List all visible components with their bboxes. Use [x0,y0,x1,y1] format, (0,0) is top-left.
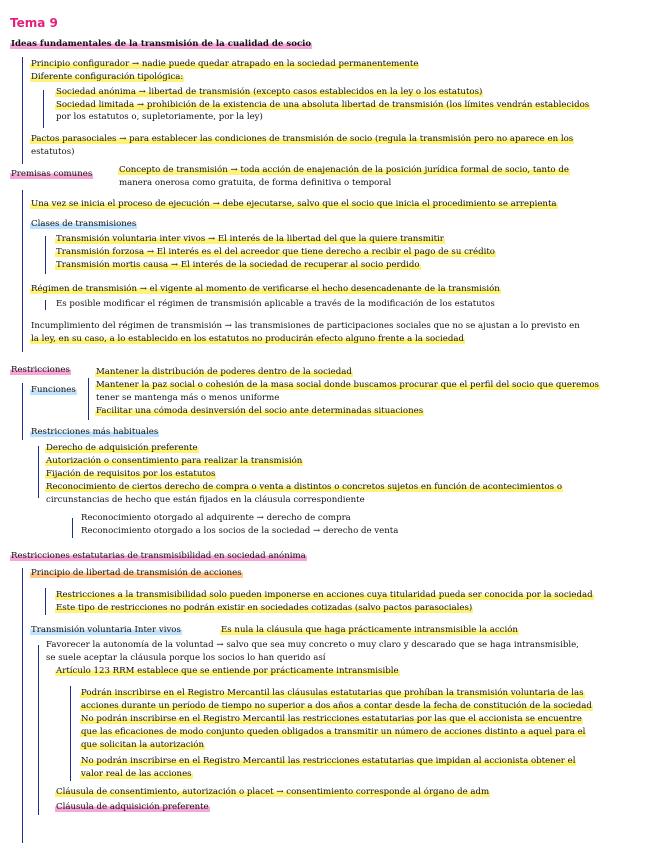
tree-line [45,300,46,310]
outline-text: Transmisión voluntaria Inter vivos [31,625,181,635]
outline-text: Restricciones más habituales [31,427,159,437]
outline-text: Premisas comunes [11,169,93,179]
outline-line [95,393,280,404]
outline-text: Mantener la distribución de poderes dentro de la sociedad [96,367,352,377]
outline-line [30,147,75,158]
outline-line [80,688,585,699]
outline-text: Clases de transmisiones [31,219,137,229]
outline-text: manera onerosa como gratuita, de forma definitiva o temporal [119,178,392,188]
outline-line [45,482,563,493]
outline-text: No podrán inscribirse en el Registro Mercantil las restricciones estatutarias por las que el accionista se encuentre [81,714,582,724]
outline-text: Diferente configuración tipológica: [31,72,184,82]
outline-line [55,234,445,245]
outline-line [95,380,600,391]
outline-text: Restricciones estatutarias de transmisibilidad en sociedad anónima [11,551,306,561]
outline-text: Sociedad limitada → prohibición de la existencia de una absoluta libertad de transmisión (los límites vendrán establecidos [56,100,590,110]
outline-line [30,385,77,396]
outline-line [55,603,473,614]
outline-line [30,625,182,636]
outline-line [55,260,421,271]
outline-line [10,169,93,180]
outline-line [55,299,496,310]
outline-text: Concepto de transmisión → toda acción de enajenación de la posición jurídica formal de socio, tanto de [119,165,569,175]
outline-text: Cláusula de consentimiento, autorización o placet → consentimiento corresponde al órgano de adm [56,787,490,797]
outline-text: Mantener la paz social o cohesión de la masa social donde buscamos procurar que el perfil del socio que queremos [96,380,599,390]
outline-line [30,219,137,230]
outline-text: No podrán inscribirse en el Registro Mercantil las restricciones estatutarias que impidan al accionista obtener el [81,756,576,766]
outline-line [45,443,199,454]
outline-text: Es posible modificar el régimen de transmisión aplicable a través de la modificación de los estatutos [56,299,495,309]
outline-line [80,714,583,725]
outline-text: tener se mantenga más o menos uniforme [96,393,280,403]
tree-line [22,568,23,843]
outline-text: Transmisión voluntaria inter vivos → El interés de la libertad del que la quiere transmitir [56,234,444,244]
tree-line [70,686,71,781]
tree-line [72,518,73,538]
outline-line [10,365,71,376]
outline-line [80,740,205,751]
outline-text: Es nula la cláusula que haga prácticamente intransmisible la acción [221,625,518,635]
tree-line [22,57,23,164]
outline-text: acciones durante un período de tiempo no superior a dos años a contar desde la fecha de constitución de la sociedad [81,701,592,711]
outline-text: Principio configurador → nadie puede quedar atrapado en la sociedad permanentemente [31,59,419,69]
outline-line [10,551,307,562]
tree-line [22,190,23,352]
outline-line [80,769,193,780]
outline-text: Derecho de adquisición preferente [46,443,198,453]
outline-text: por los estatutos o, supletoriamente, por la ley) [56,112,263,122]
tree-line [45,236,46,274]
outline-text: Reconocimiento de ciertos derecho de compra o venta a distintos o concretos sujetos en función de acontecimientos o [46,482,562,492]
outline-text: Incumplimiento del régimen de transmisión → las transmisiones de participaciones sociales que no se ajustan a lo previsto en [31,321,580,331]
outline-line [10,39,312,50]
outline-line [30,321,581,332]
outline-line [220,625,519,636]
outline-line [55,787,490,798]
tree-line [88,378,89,420]
outline-line [45,469,216,480]
outline-text: Restricciones [11,365,70,375]
outline-text: Principio de libertad de transmisión de acciones [31,568,242,578]
outline-text: Sociedad anónima → libertad de transmisión (excepto casos establecidos en la ley o los estatutos) [56,87,483,97]
outline-text: Artículo 123 RRM establece que se entiende por prácticamente intransmisible [56,666,399,676]
outline-line [118,178,392,189]
outline-text: Este tipo de restricciones no podrán existir en sociedades cotizadas (salvo pactos parasociales) [56,603,473,613]
outline-line [80,701,593,712]
outline-line [118,165,570,176]
tree-line [38,446,39,498]
outline-text: circunstancias de hecho que están fijados en la cláusula correspondiente [46,495,365,505]
outline-text: Favorecer la autonomía de la voluntad → salvo que sea muy concreto o muy claro y descarado que se haga intransmisible, [46,640,579,650]
outline-text: Transmisión forzosa → El interés es el del acreedor que tiene derecho a recibir el pago de su crédito [56,247,495,257]
outline-line [80,526,399,537]
outline-line [30,427,159,438]
outline-line [55,100,590,111]
outline-text: que las eficaciones de modo conjunto queden obligados a transmitir un número de acciones distinto a aquel para el [81,727,586,737]
tree-line [43,90,44,128]
outline-text: que solicitan la autorización [81,740,205,750]
outline-line [30,334,465,345]
page-title: Tema 9 [10,16,58,30]
outline-line [80,756,576,767]
outline-line [80,513,352,524]
outline-text: valor real de las acciones [81,769,192,779]
outline-line [30,284,501,295]
outline-text: Transmisión mortis causa → El interés de la sociedad de recuperar al socio perdido [56,260,420,270]
outline-line [55,247,496,258]
outline-line [30,59,419,70]
outline-line [55,590,594,601]
outline-text: Autorización o consentimiento para realizar la transmisión [46,456,303,466]
outline-text: Restricciones a la transmisibilidad solo pueden imponerse en acciones cuya titularidad pueda ser conocida por la sociedad [56,590,593,600]
outline-line [30,568,243,579]
outline-text: estatutos) [31,147,75,157]
outline-text: Ideas fundamentales de la transmisión de la cualidad de socio [11,39,312,49]
outline-text: Podrán inscribirse en el Registro Mercantil las cláusulas estatutarias que prohíban la transmisión voluntaria de las [81,688,584,698]
outline-text: Reconocimiento otorgado a los socios de la sociedad → derecho de venta [81,526,399,536]
outline-line [95,367,353,378]
tree-line [38,645,39,815]
outline-text: Pactos parasociales → para establecer las condiciones de transmisión de socio (regula la transmisión pero no aparece en los [31,134,574,144]
outline-line [45,495,366,506]
outline-text: se suele aceptar la cláusula porque los socios lo han querido así [46,653,326,663]
outline-line [45,640,580,651]
outline-line [45,653,327,664]
tree-line [45,588,46,615]
outline-line [45,456,303,467]
outline-line [55,666,400,677]
outline-text: Cláusula de adquisición preferente [56,802,209,812]
outline-line [30,199,558,210]
tree-line [22,383,23,440]
outline-line [30,134,574,145]
outline-line [80,727,586,738]
outline-text: Reconocimiento otorgado al adquirente → derecho de compra [81,513,351,523]
outline-line [30,72,184,83]
outline-line [55,87,483,98]
outline-line [95,406,424,417]
outline-text: Facilitar una cómoda desinversión del socio ante determinadas situaciones [96,406,424,416]
outline-text: Funciones [31,385,76,395]
outline-text: la ley, en su caso, a lo establecido en los estatutos no producirán efecto alguno frente a la sociedad [31,334,464,344]
outline-text: Una vez se inicia el proceso de ejecución → debe ejecutarse, salvo que el socio que inicia el procedimiento se arrepienta [31,199,557,209]
outline-text: Fijación de requisitos por los estatutos [46,469,216,479]
outline-text: Régimen de transmisión → el vigente al momento de verificarse el hecho desencadenante de la transmisión [31,284,500,294]
outline-line [55,112,264,123]
outline-line [55,802,210,813]
